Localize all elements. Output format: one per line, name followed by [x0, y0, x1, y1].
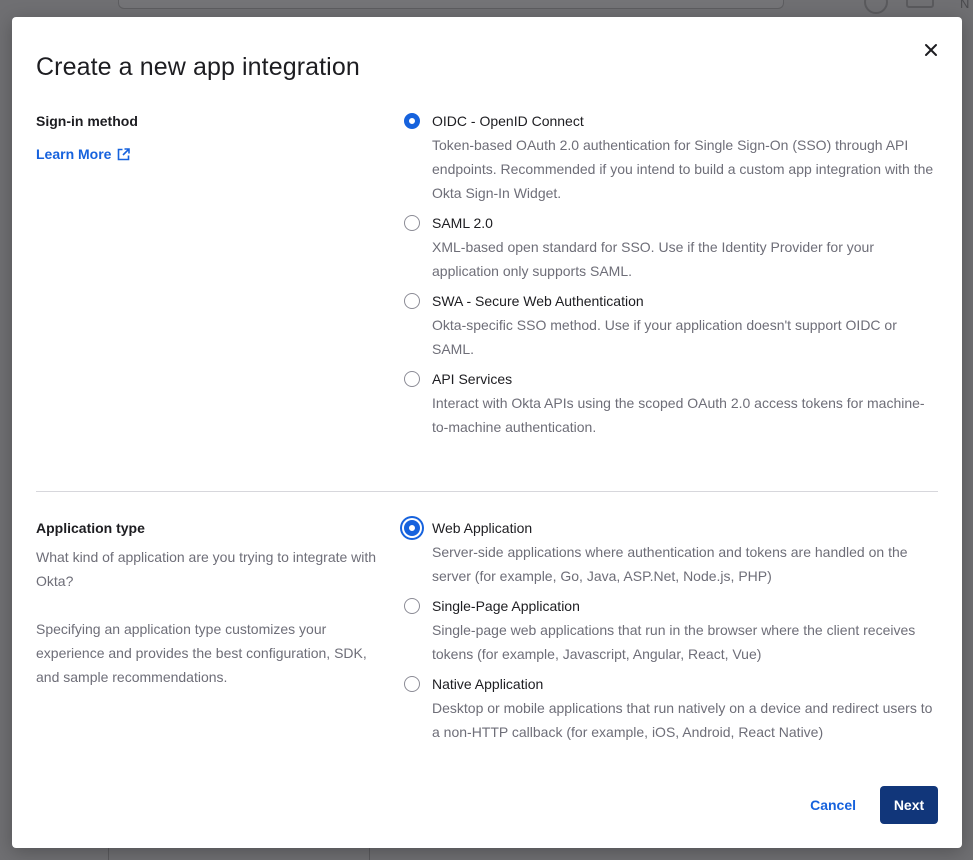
option-title: SWA - Secure Web Authentication: [432, 293, 644, 309]
section-divider: [36, 491, 938, 492]
dialog-title: Create a new app integration: [36, 53, 360, 81]
option-description: Desktop or mobile applications that run natively on a device and redirect users to a non-HTTP callback (for example, iOS, Android, React Native): [432, 700, 933, 740]
option-description: Token-based OAuth 2.0 authentication for Single Sign-On (SSO) through API endpoints. Recommended if you intend to build a custom app integration with the Okta Sign-In Widget.: [432, 137, 934, 201]
background-divider: [369, 848, 370, 860]
radio-option-saml[interactable]: [398, 214, 938, 283]
option-description: Interact with Okta APIs using the scoped OAuth 2.0 access tokens for machine-to-machine authentication.: [432, 395, 925, 435]
sign-in-method-options: [398, 112, 938, 439]
application-type-label: Application type: [36, 520, 145, 536]
radio-button-api-services[interactable]: [404, 371, 420, 387]
option-title: SAML 2.0: [432, 215, 493, 231]
sign-in-method-label: Sign-in method: [36, 113, 138, 129]
radio-button-saml[interactable]: [404, 215, 420, 231]
radio-button-web-application[interactable]: [404, 520, 420, 536]
dialog-footer: [810, 786, 938, 824]
option-description: XML-based open standard for SSO. Use if the Identity Provider for your application only supports SAML.: [432, 239, 874, 279]
option-title: Single-Page Application: [432, 598, 580, 614]
option-title: API Services: [432, 371, 513, 387]
next-button[interactable]: Next: [880, 786, 938, 824]
radio-button-oidc[interactable]: [404, 113, 420, 129]
learn-more-link[interactable]: [36, 146, 130, 162]
learn-more-label: Learn More: [36, 146, 112, 162]
radio-option-web-application[interactable]: [398, 519, 938, 588]
external-link-icon: [117, 148, 130, 161]
option-description: Okta-specific SSO method. Use if your application doesn't support OIDC or SAML.: [432, 317, 897, 357]
option-description: Server-side applications where authentication and tokens are handled on the server (for example, Go, Java, ASP.Net, Node.js, PHP): [432, 544, 908, 584]
close-button[interactable]: [920, 39, 942, 61]
radio-option-api-services[interactable]: [398, 370, 938, 439]
background-apps-icon: [906, 0, 934, 8]
radio-option-swa[interactable]: [398, 292, 938, 361]
option-description: Single-page web applications that run in the browser where the client receives tokens (for example, Javascript, Angular, React, Vue): [432, 622, 916, 662]
radio-button-swa[interactable]: [404, 293, 420, 309]
option-title: Web Application: [432, 520, 533, 536]
background-help-icon: [864, 0, 888, 14]
radio-option-oidc[interactable]: [398, 112, 938, 205]
application-type-options: [398, 519, 938, 744]
option-title: OIDC - OpenID Connect: [432, 113, 584, 129]
create-app-integration-dialog: [12, 17, 962, 848]
radio-button-single-page-application[interactable]: [404, 598, 420, 614]
application-type-info: [36, 519, 386, 689]
background-search-bar: [118, 0, 784, 9]
close-icon: [920, 39, 942, 61]
sign-in-method-info: [36, 112, 386, 164]
cancel-button[interactable]: Cancel: [810, 797, 856, 813]
background-divider: [108, 848, 109, 860]
radio-option-native-application[interactable]: [398, 675, 938, 744]
option-title: Native Application: [432, 676, 544, 692]
application-type-description: What kind of application are you trying to integrate with Okta?: [36, 549, 377, 589]
radio-option-single-page-application[interactable]: [398, 597, 938, 666]
radio-button-native-application[interactable]: [404, 676, 420, 692]
background-user-initial: N: [960, 0, 970, 11]
application-type-note: Specifying an application type customizes your experience and provides the best configuration, SDK, and sample recommendations.: [36, 621, 367, 685]
